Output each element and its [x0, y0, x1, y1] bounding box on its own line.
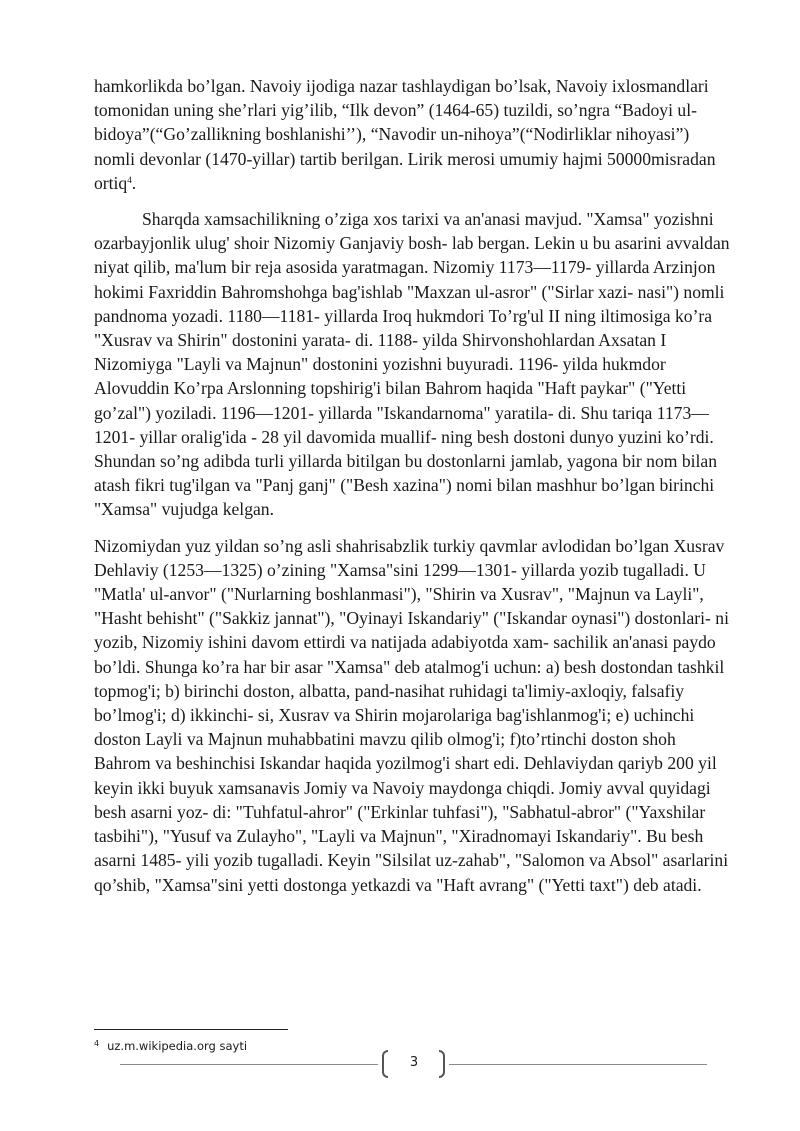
- footer-rule-right: [449, 1064, 707, 1065]
- paragraph-2: Sharqda xamsachilikning o’ziga xos tarixi va an'anasi mavjud. "Xamsa" yozishni ozarbayjonlik ulug' shoir Nizomiy Ganjaviy bosh- lab bergan. Lekin u bu asarini avvaldan niyat qilib, ma'lum bir reja asosida yaratmagan. Nizomiy 1173—1179- yillarda Arzinjon hokimi Faxriddin Bahromshohga bag'ishlab "Maxzan ul-asror" ("Sirlar xazi- nasi") nomli pandnoma yozadi. 1180—1181- yillarda Iroq hukmdori To’rg'ul II ning iltimosiga ko’ra "Xusrav va Shirin" dostonini yarata- di. 1188- yilda Shirvonshohlardan Axsatan I Nizomiyga "Layli va Majnun" dostonini yozishni buyuradi. 1196- yilda hukmdor Alovuddin Ko’rpa Arslonning topshirig'i bilan Bahrom haqida "Haft paykar" ("Yetti go’zal") yoziladi. 1196—1201- yillarda "Iskandarnoma" yaratila- di. Shu tariqa 1173—1201- yillar oralig'ida - 28 yil davomida muallif- ning besh dostoni dunyo yuzini ko’rdi. Shundan so’ng adibda turli yillarda bitilgan bu dostonlarni jamlab, yagona bir nom bilan atash fikri tug'ilgan va "Panj ganj" ("Besh xazina") nomi bilan mashhur bo’lgan birinchi "Xamsa" vujudga kelgan.: [94, 209, 730, 520]
- right-bracket-icon: [439, 1050, 445, 1078]
- page-number: 3: [409, 1055, 419, 1070]
- footer-rule-left: [120, 1064, 378, 1065]
- paragraph-1-text: hamkorlikda bo’lgan. Navoiy ijodiga nazar tashlaydigan bo’lsak, Navoiy ixlosmandlari tomonidan uning she’rlari yig’ilib, “Ilk devon” (1464-65) tuzildi, so’ngra “Badoyi ul-bidoya”(“Go’zallikning boshlanishi’’), “Navodir un-nihoya”(“Nodirliklar nihoyasi”) nomli devonlar (1470-yillar) tartib berilgan. Lirik merosi umumiy hajmi 50000misradan ortiq: [94, 76, 716, 193]
- footnote: [94, 1036, 247, 1054]
- paragraph-1-end: .: [131, 172, 137, 193]
- body-text: [94, 74, 734, 909]
- footnote-number: 4: [94, 1039, 100, 1048]
- footnote-separator: [94, 1029, 288, 1030]
- footnote-text: uz.m.wikipedia.org sayti: [107, 1039, 248, 1053]
- footnote-reference[interactable]: 4: [127, 174, 132, 185]
- paragraph-1: [94, 74, 734, 195]
- paragraph-3: Nizomiydan yuz yildan so’ng asli shahrisabzlik turkiy qavmlar avlodidan bo’lgan Xusrav Dehlaviy (1253—1325) o’zining "Xamsa"sini 1299—1301- yillarda yozib tugalladi. U "Matla' ul-anvor" ("Nurlarning boshlanmasi"), "Shirin va Xusrav", "Majnun va Layli", "Hasht behisht" ("Sakkiz jannat"), "Oyinayi Iskandariy" ("Iskandar oynasi") dostonlari- ni yozib, Nizomiy ishini davom ettirdi va natijada adabiyotda xam- sachilik an'anasi paydo bo’ldi. Shunga ko’ra har bir asar "Xamsa" deb atalmog'i uchun: a) besh dostondan tashkil topmog'i; b) birinchi doston, albatta, pand-nasihat ruhidagi ta'limiy-axloqiy, falsafiy bo’lmog'i; d) ikkinchi- si, Xusrav va Shirin mojarolariga bag'ishlanmog'i; e) uchinchi doston Layli va Majnun muhabbatini mavzu qilib olmog'i; f)to’rtinchi doston shoh Bahrom va beshinchisi Iskandar haqida yozilmog'i shart edi. Dehlaviydan qariyb 200 yil keyin ikki buyuk xamsanavis Jomiy va Navoiy maydonga chiqdi. Jomiy avval quyidagi besh asarni yoz- di: "Tuhfatul-ahror" ("Erkinlar tuhfasi"), "Sabhatul-abror" ("Yaxshilar tasbihi"), "Yusuf va Zulayho", "Layli va Majnun", "Xiradnomayi Iskandariy". Bu besh asarni 1485- yili yozib tugalladi. Keyin "Silsilat uz-zahab", "Salomon va Absol" asarlarini qo’shib, "Xamsa"sini yetti dostonga yetkazdi va "Haft avrang" ("Yetti taxt") deb atadi.: [94, 535, 729, 895]
- left-bracket-icon: [382, 1050, 388, 1078]
